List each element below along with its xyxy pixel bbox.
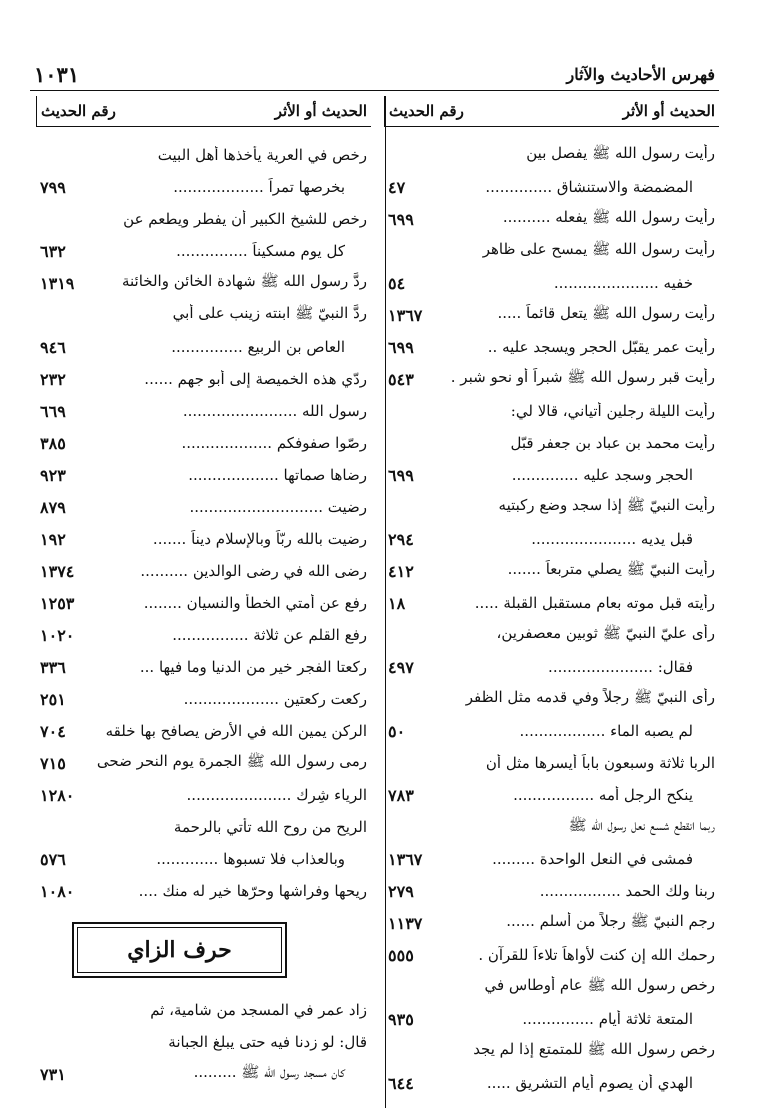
entry-text: ردّي هذه الخميصة إلى أبو جهم ...... (144, 370, 367, 388)
entry-number: ٦٩٩ (388, 465, 414, 485)
entry-text: كان مسجد رسول الله ﷺ ......... (193, 1063, 345, 1081)
entry-text: لم يصبه الماء .................. (519, 722, 693, 740)
index-entry (36, 683, 371, 715)
entry-number: ٧٩٩ (40, 177, 66, 197)
entry-number: ٤١٢ (388, 561, 414, 581)
index-entry (384, 811, 719, 843)
entry-text: رمى رسول الله ﷺ الجمرة يوم النحر ضحى (96, 752, 367, 770)
entry-text: الريح من روح الله تأتي بالرحمة (173, 818, 367, 836)
entry-number: ٢٣٢ (40, 369, 66, 389)
entry-text: كل يوم مسكيناً ............... (176, 242, 345, 260)
right-index-list (384, 139, 719, 1099)
entry-number: ١٨ (388, 593, 406, 613)
section-title-box (72, 922, 287, 978)
index-entry (384, 651, 719, 683)
entry-number: ١٣٦٧ (388, 305, 423, 325)
entry-number: ٩٢٣ (40, 465, 66, 485)
entry-number: ٣٨٥ (40, 433, 66, 453)
page-number: ١٠٣١ (34, 61, 80, 87)
entry-text: بخرصها تمراً ................... (173, 178, 345, 196)
index-entry (36, 491, 371, 523)
entry-text: رخص للشيخ الكبير أن يفطر ويطعم عن (123, 210, 367, 228)
entry-number: ٩٣٥ (388, 1009, 414, 1029)
index-entry (384, 779, 719, 811)
running-title: فهرس الأحاديث والآثار (566, 64, 715, 84)
index-entry (384, 331, 719, 363)
entry-text: الرياء شِرك ...................... (186, 786, 367, 804)
index-entry (36, 395, 371, 427)
index-entry (36, 363, 371, 395)
index-entry (36, 331, 371, 363)
entry-text: المتعة ثلاثة أيام ............... (522, 1010, 693, 1028)
entry-text: رأيت رسول الله ﷺ يفعله .......... (502, 208, 715, 226)
entry-text: رأيت رسول الله ﷺ يمسح على ظاهر (482, 240, 715, 258)
left-column-header (36, 96, 371, 127)
entry-number: ٧٠٤ (40, 721, 66, 741)
entry-number: ٥٥٥ (388, 945, 414, 965)
entry-number: ٤٧ (388, 177, 406, 197)
entry-number: ١١٣٧ (388, 913, 423, 933)
index-entry (384, 971, 719, 1003)
entry-text: ركعتا الفجر خير من الدنيا وما فيها ... (139, 658, 367, 676)
index-entry (36, 843, 371, 875)
entry-text: قال: لو زدنا فيه حتى يبلغ الجبانة (168, 1033, 367, 1051)
entry-text: رأيت عمر يقبّل الحجر ويسجد عليه .. (487, 338, 715, 356)
index-entry (36, 299, 371, 331)
index-entry (384, 939, 719, 971)
index-entry (36, 747, 371, 779)
entry-text: رصّوا صفوفكم ................... (181, 434, 367, 452)
entry-text: الهدي أن يصوم أيام التشريق ..... (486, 1074, 693, 1092)
entry-text: رأى النبيّ ﷺ رجلاً وفي قدمه مثل الظفر (465, 688, 715, 706)
index-entry (384, 1067, 719, 1099)
entry-text: رسول الله ........................ (182, 402, 367, 420)
entry-text: العاص بن الربيع ............... (171, 338, 345, 356)
index-entry (36, 715, 371, 747)
entry-number: ٨٧٩ (40, 497, 66, 517)
entry-text: رخص رسول الله ﷺ عام أوطاس في (484, 976, 715, 994)
entry-number: ٢٥١ (40, 689, 66, 709)
entry-text: رحمك الله إن كنت لأواهاً تلاءاً للقرآن . (478, 946, 715, 964)
left-index-list (36, 139, 371, 907)
entry-text: ربما انقطع شسع نعل رسول الله ﷺ (568, 816, 715, 834)
index-entry (36, 459, 371, 491)
right-column-header (384, 96, 719, 127)
index-entry (36, 427, 371, 459)
entry-text: وبالعذاب فلا تسبوها ............. (156, 850, 345, 868)
entry-number: ٦٦٩ (40, 401, 66, 421)
index-entry (36, 523, 371, 555)
number-heading: رقم الحديث (389, 102, 464, 120)
index-entry (36, 875, 371, 907)
index-entry (36, 619, 371, 651)
hadith-heading: الحديث أو الأثر (274, 102, 367, 120)
index-entry (36, 779, 371, 811)
entry-text: الربا ثلاثة وسبعون باباً أيسرها مثل أن (485, 754, 715, 772)
entry-text: رخص في العرية يأخذها أهل البيت (157, 146, 367, 164)
entry-number: ٥٧٦ (40, 849, 66, 869)
page-header (34, 58, 715, 90)
index-entry (384, 267, 719, 299)
index-entry (384, 299, 719, 331)
index-entry (384, 747, 719, 779)
entry-text: رأيت قبر رسول الله ﷺ شبراً أو نحو شبر . (450, 368, 715, 386)
entry-text: ينكح الرجل أمه ................. (513, 786, 693, 804)
entry-text: رأى عليّ النبيّ ﷺ ثوبين معصفرين، (496, 624, 715, 642)
right-column (384, 96, 719, 1106)
entry-number: ٥٤٣ (388, 369, 414, 389)
index-entry (36, 811, 371, 843)
entry-text: رأيت محمد بن عباد بن جعفر قبّل (510, 434, 715, 452)
index-entry (384, 139, 719, 171)
index-entry (384, 683, 719, 715)
entry-text: رأيته قبل موته بعام مستقبل القبلة ..... (474, 594, 715, 612)
entry-number: ٥٤ (388, 273, 406, 293)
entry-number: ٧٣١ (40, 1064, 66, 1084)
entry-number: ١٣٦٧ (388, 849, 423, 869)
entry-number: ٢٩٤ (388, 529, 414, 549)
section-title: حرف الزاي (77, 927, 282, 973)
entry-text: ردَّ رسول الله ﷺ شهادة الخائن والخائنة (121, 272, 367, 290)
index-entry (36, 994, 371, 1026)
entry-text: قبل يديه ...................... (531, 530, 693, 548)
entry-text: الحجر وسجد عليه .............. (511, 466, 693, 484)
entry-number: ٩٤٦ (40, 337, 66, 357)
entry-number: ٤٩٧ (388, 657, 414, 677)
index-entry (384, 555, 719, 587)
entry-text: رأيت النبيّ ﷺ إذا سجد وضع ركبتيه (498, 496, 715, 514)
entry-number: ١٠٢٠ (40, 625, 75, 645)
index-entry (384, 235, 719, 267)
entry-number: ١٣٧٤ (40, 561, 75, 581)
entry-text: رأيت رسول الله ﷺ يتعل قائماً ..... (497, 304, 715, 322)
entry-number: ٦٤٤ (388, 1073, 414, 1093)
index-entry (36, 651, 371, 683)
index-entry (36, 555, 371, 587)
index-entry (36, 235, 371, 267)
index-entry (36, 139, 371, 171)
entry-number: ١٢٥٣ (40, 593, 75, 613)
entry-text: ربنا ولك الحمد ................. (539, 882, 715, 900)
entry-text: زاد عمر في المسجد من شامية، ثم (150, 1001, 367, 1019)
index-entry (384, 363, 719, 395)
index-entry (384, 1003, 719, 1035)
entry-text: ردَّ النبيّ ﷺ ابنته زينب على أبي (172, 304, 367, 322)
entry-text: رضيت بالله ربّاً وبالإسلام ديناً ....... (152, 530, 367, 548)
entry-text: الركن يمين الله في الأرض يصافح بها خلقه (105, 722, 367, 740)
index-entry (384, 715, 719, 747)
entry-number: ١٣١٩ (40, 273, 75, 293)
entry-text: رأيت الليلة رجلين أتياني، قالا لي: (510, 402, 715, 420)
number-heading: رقم الحديث (41, 102, 116, 120)
index-entry (384, 459, 719, 491)
entry-text: رأيت النبيّ ﷺ يصلي متربعاً ....... (507, 560, 715, 578)
index-entry (36, 1058, 371, 1090)
index-entry (384, 1035, 719, 1067)
entry-text: رضى الله في رضى الوالدين .......... (140, 562, 367, 580)
index-entry (36, 203, 371, 235)
index-entry (384, 203, 719, 235)
entry-text: ركعت ركعتين .................... (183, 690, 367, 708)
entry-number: ١٩٢ (40, 529, 66, 549)
entry-number: ١٠٨٠ (40, 881, 75, 901)
entry-text: ريحها وفراشها وحرّها خير له منك .... (138, 882, 367, 900)
entry-number: ٥٠ (388, 721, 406, 741)
entry-text: فمشى في النعل الواحدة ......... (492, 850, 693, 868)
entry-text: رضاها صماتها ................... (188, 466, 367, 484)
index-entry (36, 587, 371, 619)
entry-text: رخص رسول الله ﷺ للمتمتع إذا لم يجد (473, 1040, 715, 1058)
entry-number: ٦٩٩ (388, 337, 414, 357)
entry-number: ٧١٥ (40, 753, 66, 773)
index-entry (384, 875, 719, 907)
entry-text: رأيت رسول الله ﷺ يفصل بين (526, 144, 715, 162)
index-entry (384, 619, 719, 651)
index-entry (384, 843, 719, 875)
index-entry (36, 1026, 371, 1058)
hadith-heading: الحديث أو الأثر (622, 102, 715, 120)
index-entry (36, 267, 371, 299)
index-entry (384, 171, 719, 203)
index-entry (384, 587, 719, 619)
entry-number: ٦٩٩ (388, 209, 414, 229)
entry-number: ٢٧٩ (388, 881, 414, 901)
index-entry (384, 427, 719, 459)
index-entry (384, 491, 719, 523)
entry-text: فقال: ...................... (548, 658, 693, 676)
index-entry (36, 171, 371, 203)
entry-text: المضمضة والاستنشاق .............. (485, 178, 693, 196)
entry-text: رفع عن أمتي الخطأ والنسيان ........ (143, 594, 367, 612)
entry-number: ٦٣٢ (40, 241, 66, 261)
index-entry (384, 907, 719, 939)
header-divider (30, 90, 719, 91)
zay-index-list (36, 994, 371, 1090)
index-entry (384, 395, 719, 427)
entry-text: رجم النبيّ ﷺ رجلاً من أسلم ...... (506, 912, 715, 930)
entry-text: رضيت ............................ (189, 498, 367, 516)
entry-text: خفيه ...................... (553, 274, 693, 292)
entry-text: رفع القلم عن ثلاثة ................ (172, 626, 367, 644)
entry-number: ١٢٨٠ (40, 785, 75, 805)
entry-number: ٧٨٣ (388, 785, 414, 805)
entry-number: ٣٣٦ (40, 657, 66, 677)
index-entry (384, 523, 719, 555)
